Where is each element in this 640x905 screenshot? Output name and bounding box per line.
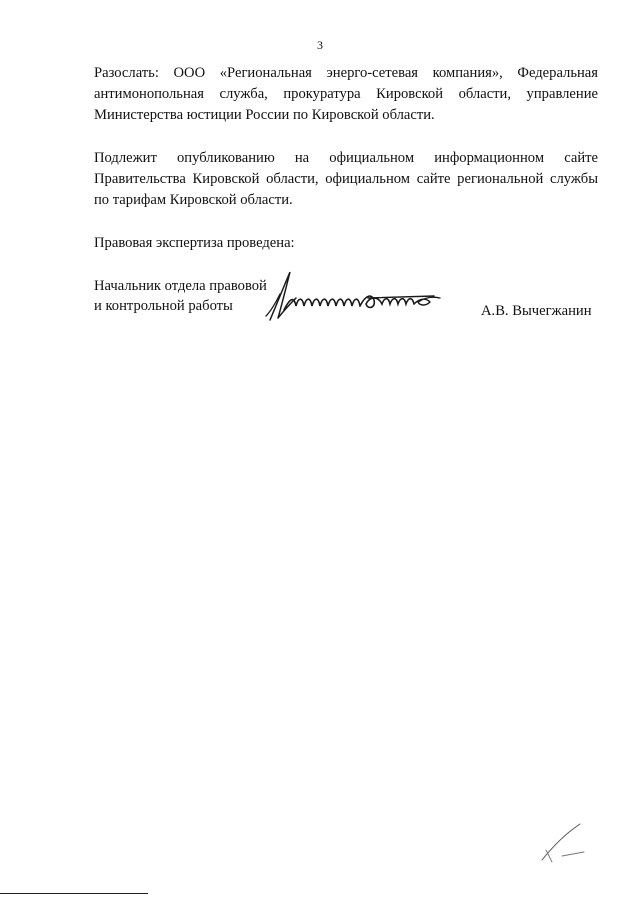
signatory-position (94, 276, 267, 316)
handwritten-signature (256, 268, 446, 326)
publication-line: по тарифам Кировской области. (94, 192, 293, 208)
signatory-position-line: Начальник отдела правовой (94, 278, 267, 294)
distribution-line: антимонопольная служба, прокуратура Кировской области, управление (94, 86, 598, 102)
publication-line: Подлежит опубликованию на официальном информационном сайте (94, 150, 598, 166)
distribution-line: Министерства юстиции России по Кировской области. (94, 107, 435, 123)
publication-line: Правительства Кировской области, официальном сайте региональной службы (94, 171, 598, 187)
page-number: 3 (317, 38, 323, 52)
distribution-paragraph (94, 63, 598, 126)
footer-rule (0, 893, 148, 894)
distribution-line: Разослать: ООО «Региональная энерго-сетевая компания», Федеральная (94, 65, 598, 81)
publication-paragraph (94, 148, 598, 211)
signatory-position-line: и контрольной работы (94, 298, 233, 314)
signatory-name: А.В. Вычегжанин (481, 303, 592, 319)
legal-review-note: Правовая экспертиза проведена: (94, 235, 295, 251)
handwritten-initial-mark (536, 820, 588, 864)
